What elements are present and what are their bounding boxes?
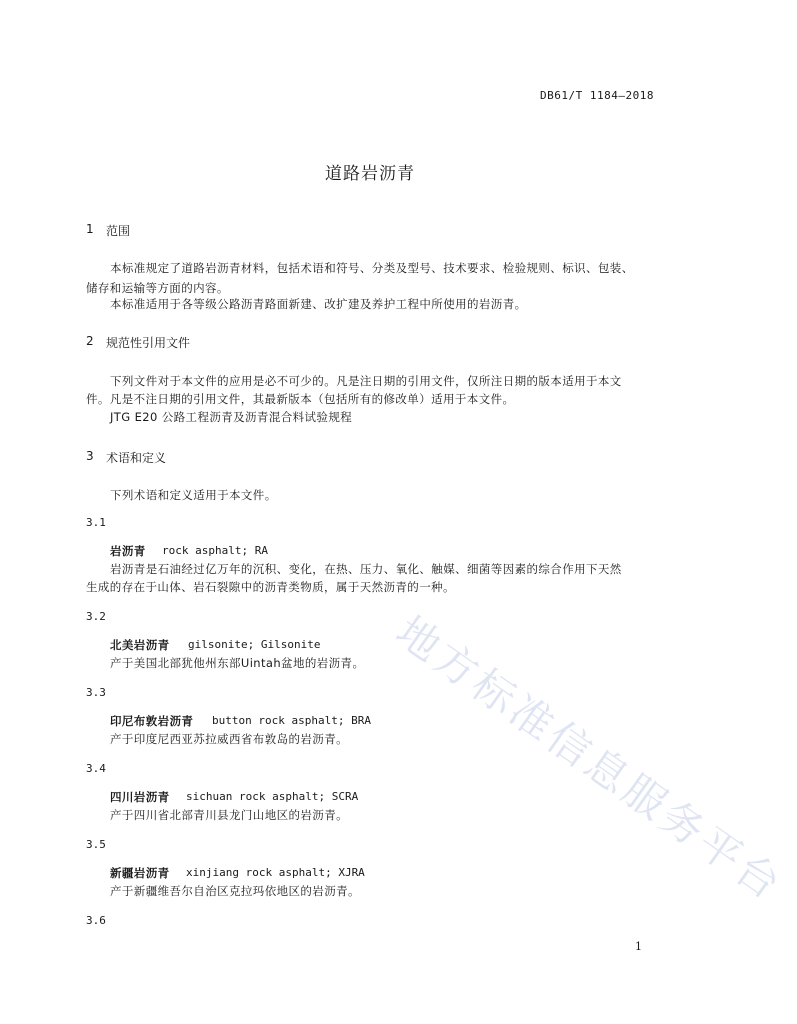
term-english: rock asphalt; RA xyxy=(162,544,268,557)
section-3-intro: 下列术语和定义适用于本文件。 xyxy=(110,488,277,502)
term-definition: 产于美国北部犹他州东部Uintah盆地的岩沥青。 xyxy=(110,656,365,670)
section-1-para-1a: 本标准规定了道路岩沥青材料，包括术语和符号、分类及型号、技术要求、检验规则、标识、包装、 xyxy=(110,261,634,275)
term-number: 3.3 xyxy=(86,686,106,699)
term-chinese: 北美岩沥青 xyxy=(110,638,170,652)
section-1-para-2: 本标准适用于各等级公路沥青路面新建、改扩建及养护工程中所使用的岩沥青。 xyxy=(110,297,527,311)
section-2-para-1a: 下列文件对于本文件的应用是必不可少的。凡是注日期的引用文件，仅所注日期的版本适用于本文 xyxy=(110,374,622,388)
page-title: 道路岩沥青 xyxy=(325,164,415,184)
section-2-para-1b: 件。凡是不注日期的引用文件，其最新版本（包括所有的修改单）适用于本文件。 xyxy=(86,392,515,406)
section-3-number: 3 xyxy=(86,449,94,463)
watermark: 地方标准信息服务平台 xyxy=(387,606,793,911)
section-1-para-1b: 储存和运输等方面的内容。 xyxy=(86,281,229,295)
section-1-number: 1 xyxy=(86,222,94,236)
normative-reference: JTG E20 公路工程沥青及沥青混合料试验规程 xyxy=(110,410,353,424)
term-chinese: 四川岩沥青 xyxy=(110,790,170,804)
term-number: 3.5 xyxy=(86,838,106,851)
term-chinese: 印尼布敦岩沥青 xyxy=(110,714,194,728)
term-definition-cont: 生成的存在于山体、岩石裂隙中的沥青类物质，属于天然沥青的一种。 xyxy=(86,580,455,594)
section-1-heading: 范围 xyxy=(106,224,131,238)
section-2-heading: 规范性引用文件 xyxy=(106,336,191,350)
page-number: 1 xyxy=(635,940,642,953)
term-english: xinjiang rock asphalt; XJRA xyxy=(186,866,365,879)
term-definition: 产于四川省北部青川县龙门山地区的岩沥青。 xyxy=(110,808,348,822)
term-number: 3.1 xyxy=(86,516,106,529)
section-2-number: 2 xyxy=(86,334,94,348)
term-definition: 产于新疆维吾尔自治区克拉玛依地区的岩沥青。 xyxy=(110,884,360,898)
term-chinese: 岩沥青 xyxy=(110,544,146,558)
term-chinese: 新疆岩沥青 xyxy=(110,866,170,880)
term-definition: 产于印度尼西亚苏拉威西省布敦岛的岩沥青。 xyxy=(110,732,348,746)
term-definition: 岩沥青是石油经过亿万年的沉积、变化，在热、压力、氧化、触媒、细菌等因素的综合作用下天然 xyxy=(110,562,622,576)
document-number: DB61/T 1184—2018 xyxy=(540,89,654,102)
term-english: gilsonite; Gilsonite xyxy=(188,638,321,651)
section-3-heading: 术语和定义 xyxy=(106,451,167,465)
term-number: 3.6 xyxy=(86,914,106,927)
term-number: 3.2 xyxy=(86,610,106,623)
term-english: button rock asphalt; BRA xyxy=(212,714,371,727)
term-number: 3.4 xyxy=(86,762,106,775)
term-english: sichuan rock asphalt; SCRA xyxy=(186,790,359,803)
